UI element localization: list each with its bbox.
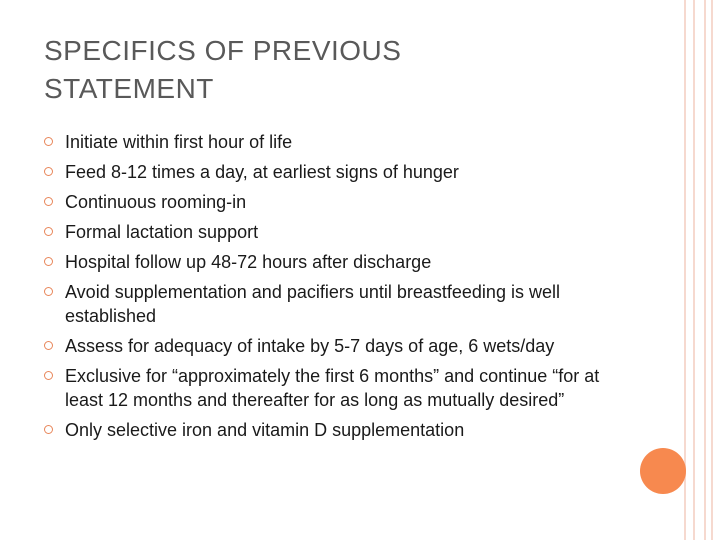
slide-title: SPECIFICS OF PREVIOUS STATEMENT	[44, 35, 402, 104]
bullet-circle-icon	[44, 197, 53, 206]
bullet-item	[44, 160, 624, 184]
bullet-text: Formal lactation support	[65, 222, 259, 242]
bullet-text: Avoid supplementation and pacifiers until breastfeeding is well established	[65, 282, 560, 326]
bullet-circle-icon	[44, 137, 53, 146]
bullet-list	[44, 130, 624, 448]
bullet-circle-icon	[44, 341, 53, 350]
decorative-rule	[693, 0, 695, 540]
bullet-text: Exclusive for “approximately the first 6 months” and continue “for at least 12 months and thereafter for as long as mutually desired”	[65, 366, 600, 410]
bullet-text: Continuous rooming-in	[65, 192, 247, 212]
decorative-rule	[711, 0, 713, 540]
decorative-rule	[704, 0, 706, 540]
bullet-circle-icon	[44, 167, 53, 176]
bullet-text: Assess for adequacy of intake by 5-7 days of age, 6 wets/day	[65, 336, 555, 356]
bullet-text: Feed 8-12 times a day, at earliest signs of hunger	[65, 162, 459, 182]
bullet-item	[44, 220, 624, 244]
bullet-circle-icon	[44, 257, 53, 266]
bullet-circle-icon	[44, 287, 53, 296]
bullet-text: Initiate within first hour of life	[65, 132, 293, 152]
bullet-text: Only selective iron and vitamin D supplementation	[65, 420, 465, 440]
bullet-item	[44, 130, 624, 154]
bullet-circle-icon	[44, 371, 53, 380]
bullet-item	[44, 418, 624, 442]
bullet-circle-icon	[44, 227, 53, 236]
bullet-text: Hospital follow up 48-72 hours after discharge	[65, 252, 432, 272]
decorative-circle	[640, 448, 686, 494]
decorative-rule	[684, 0, 686, 540]
bullet-item	[44, 364, 624, 412]
bullet-item	[44, 334, 624, 358]
bullet-circle-icon	[44, 425, 53, 434]
bullet-item	[44, 190, 624, 214]
bullet-item	[44, 250, 624, 274]
bullet-item	[44, 280, 624, 328]
